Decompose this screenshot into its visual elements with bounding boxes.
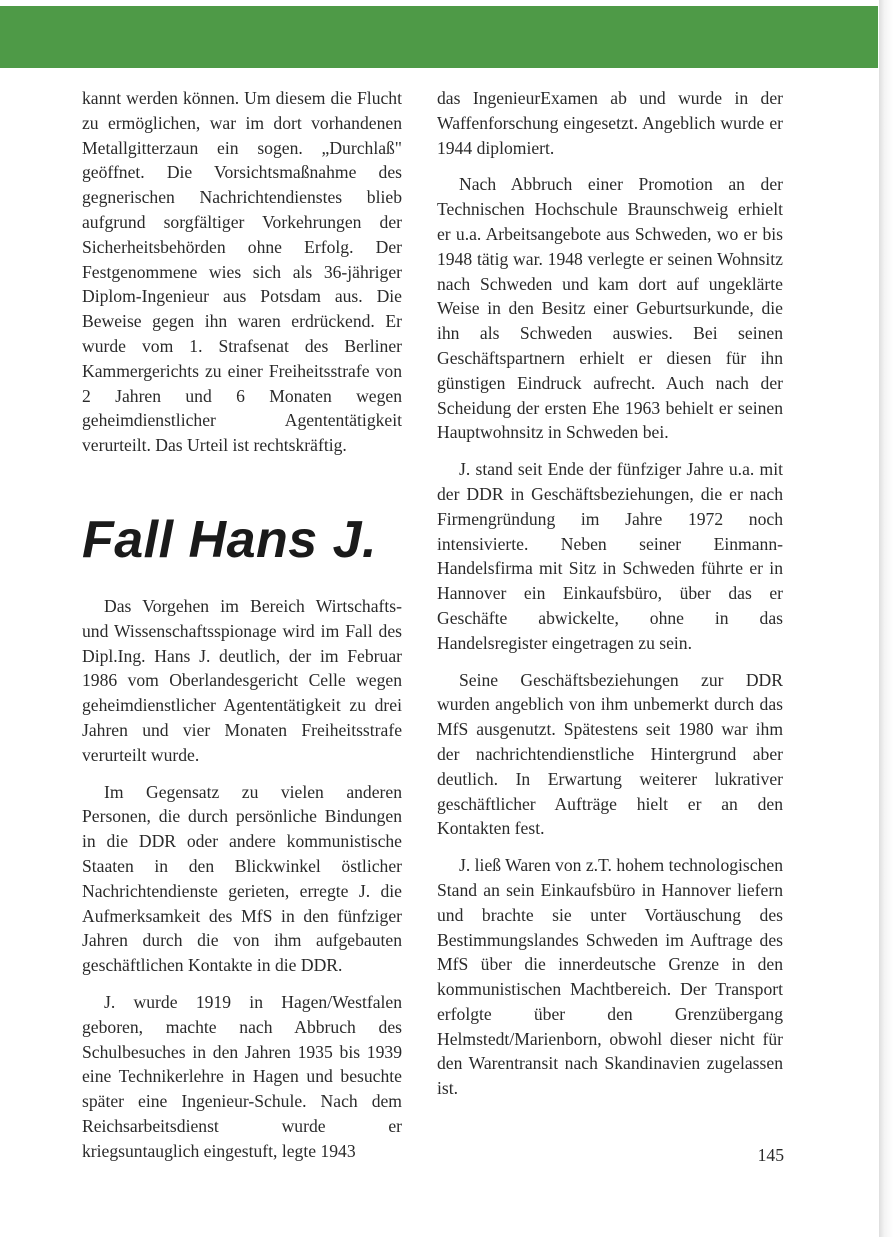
paragraph: Das Vorgehen im Bereich Wirtschafts- und Wissenschaftsspionage wird im Fall des Dipl.Ing. Hans J. deutlich, der im Februar 1986 vom Oberlandesgericht Celle wegen geheimdienstlicher Agententätigkeit zu drei Jahren und vier Monaten Freiheitsstrafe verurteilt wurde. [82, 595, 402, 765]
paragraph: Seine Geschäftsbeziehungen zur DDR wurden angeblich von ihm unbemerkt durch das MfS ausgenutzt. Spätestens seit 1980 war ihm der nachrichtendienstliche Hintergrund aber deutlich. In Erwartung weiterer lukrativer geschäftlicher Aufträge hielt er an den Kontakten fest. [437, 669, 783, 839]
paragraph: Nach Abbruch einer Promotion an der Technischen Hochschule Braunschweig erhielt er u.a. Arbeitsangebote aus Schweden, wo er bis 1948 tätig war. 1948 verlegte er seinen Wohnsitz nach Schweden und kam dort auf ungeklärte Weise in den Besitz einer Geburtsurkunde, die ihn als Schweden auswies. Bei seinen Geschäftspartnern erhielt er diesen für ihn günstigen Eindruck aufrecht. Auch nach der Scheidung der ersten Ehe 1963 behielt er seinen Hauptwohnsitz in Schweden bei. [437, 174, 783, 443]
header-color-bar [0, 6, 878, 68]
page-edge-shadow [879, 0, 893, 1237]
paragraph: Im Gegensatz zu vielen anderen Personen, die durch persönliche Bindungen in die DDR oder andere kommunistische Staaten in den Blickwinkel östlicher Nachrichtendienste gerieten, erregte J. die Aufmerksamkeit des MfS in den fünfziger Jahren durch die von ihm aufgebauten geschäftlichen Kontakte in die DDR. [82, 781, 402, 976]
page-number: 145 [757, 1145, 784, 1165]
paragraph: J. wurde 1919 in Hagen/Westfalen geboren, machte nach Abbruch des Schulbesuches in den Jahren 1935 bis 1939 eine Technikerlehre in Hagen und besuchte später eine Ingenieur-Schule. Nach dem Reichsarbeitsdienst wurde er kriegsuntauglich eingestuft, legte 1943 [82, 991, 402, 1161]
paragraph-continued: kannt werden können. Um diesem die Flucht zu ermöglichen, war im dort vorhandenen Metallgitterzaun ein sogen. „Durchlaß" geöffnet. Die Vorsichtsmaßnahme des gegnerischen Nachrichtendienstes blieb aufgrund sorgfältiger Vorkehrungen der Sicherheitsbehörden ohne Erfolg. Der Festgenommene wies sich als 36-jähriger Diplom-Ingenieur aus Potsdam aus. Die Beweise gegen ihn waren erdrückend. Er wurde vom 1. Strafsenat des Berliner Kammergerichts zu einer Freiheitsstrafe von 2 Jahren und 6 Monaten wegen geheimdienstlicher Agententätigkeit verurteilt. Das Urteil ist rechtskräftig. [82, 88, 402, 456]
left-column [82, 86, 402, 1175]
right-column [437, 86, 783, 1113]
paragraph-continued: das IngenieurExamen ab und wurde in der Waffenforschung eingesetzt. Angeblich wurde er 1944 diplomiert. [437, 88, 783, 158]
paragraph: J. stand seit Ende der fünfziger Jahre u.a. mit der DDR in Geschäftsbeziehungen, die er nach Firmengründung im Jahre 1972 noch intensivierte. Neben seiner Einmann-Handelsfirma mit Sitz in Schweden führte er in Hannover ein Einkaufsbüro, über das er Geschäfte abwickelte, ohne in das Handelsregister eingetragen zu sein. [437, 459, 783, 653]
paragraph: J. ließ Waren von z.T. hohem technologischen Stand an sein Einkaufsbüro in Hannover liefern und brachte sie unter Vortäuschung des Bestimmungslandes Schweden im Auftrage des MfS über die innerdeutsche Grenze in den kommunistischen Machtbereich. Der Transport erfolgte über den Grenzübergang Helmstedt/Marienborn, obwohl dieser nicht für den Warentransit nach Skandinavien zugelassen ist. [437, 855, 783, 1099]
section-heading: Fall Hans J. [82, 510, 377, 569]
